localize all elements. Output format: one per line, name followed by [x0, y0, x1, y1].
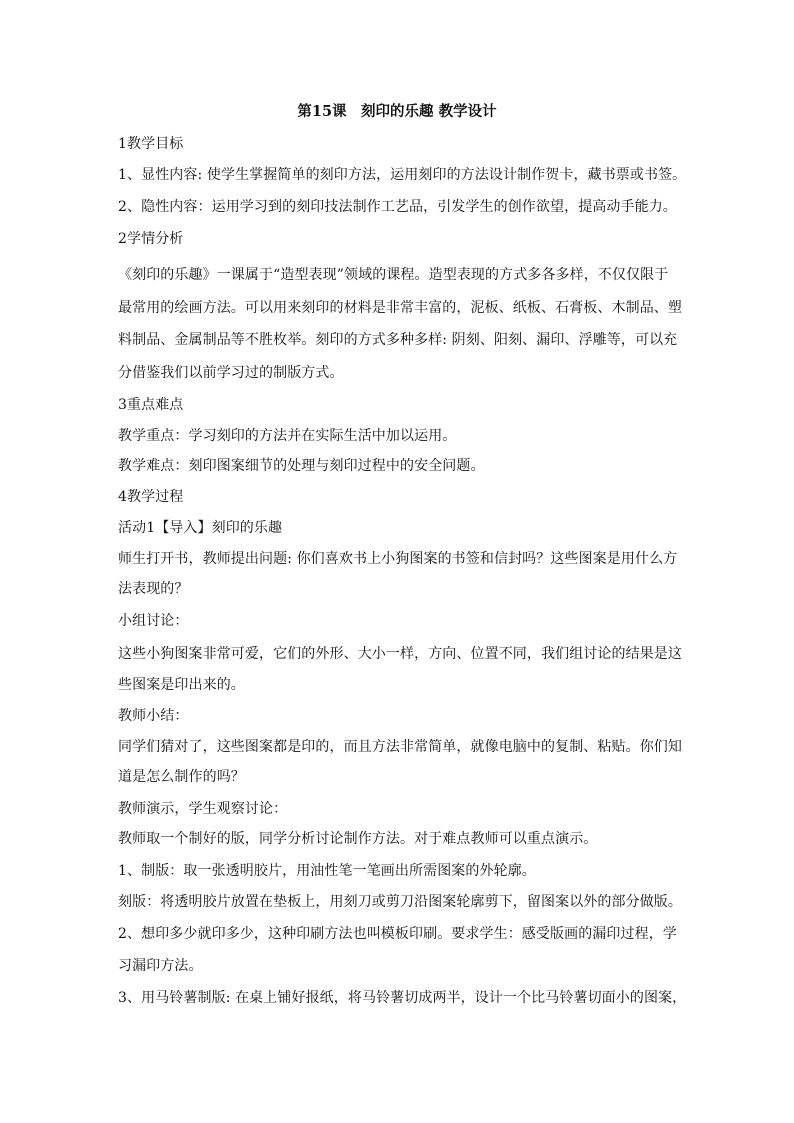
paragraph-line: 最常用的绘画方法。可以用来刻印的材料是非常丰富的，泥板、纸板、石膏板、木制品、塑 [118, 300, 682, 316]
paragraph-line: 些图案是印出来的。 [118, 677, 245, 693]
paragraph-line: 1、制版：取一张透明胶片，用油性笔一笔画出所需图案的外轮廓。 [118, 863, 536, 879]
section-heading-analysis: 2学情分析 [118, 231, 184, 247]
activity-heading: 活动1【导入】刻印的乐趣 [118, 520, 283, 536]
paragraph-line: 这些小狗图案非常可爱，它们的外形、大小一样，方向、位置不同，我们组讨论的结果是这 [118, 646, 682, 662]
paragraph-line: 分借鉴我们以前学习过的制版方式。 [118, 365, 344, 381]
paragraph-line: 习漏印方法。 [118, 958, 203, 974]
paragraph-line: 2、隐性内容：运用学习到的刻印技法制作工艺品，引发学生的创作欲望，提高动手能力。 [118, 199, 677, 215]
paragraph-line: 料制品、金属制品等不胜枚举。刻印的方式多种多样: 阴刻、阳刻、漏印、浮雕等，可以充 [118, 332, 678, 348]
paragraph-line: 教学重点：学习刻印的方法并在实际生活中加以运用。 [118, 428, 457, 444]
paragraph-line: 道是怎么制作的吗？ [118, 769, 245, 785]
paragraph-line: 教学难点：刻印图案细节的处理与刻印过程中的安全问题。 [118, 458, 485, 474]
paragraph-line: 小组讨论： [118, 613, 189, 629]
paragraph-line: 法表现的？ [118, 581, 189, 597]
paragraph-line: 同学们猜对了，这些图案都是印的，而且方法非常简单，就像电脑中的复制、粘贴。你们知 [118, 739, 682, 755]
paragraph-line: 1、显性内容: 使学生掌握简单的刻印方法，运用刻印的方法设计制作贺卡，藏书票或书签。 [118, 167, 687, 183]
paragraph-line: 2、想印多少就印多少，这种印刷方法也叫模板印刷。要求学生：感受版画的漏印过程，学 [118, 926, 677, 942]
document-title: 第15课 刻印的乐趣 教学设计 [297, 103, 497, 120]
paragraph-line: 教师小结： [118, 708, 189, 724]
paragraph-line: 师生打开书，教师提出问题: 你们喜欢书上小狗图案的书签和信封吗？这些图案是用什么方 [118, 551, 678, 567]
paragraph-line: 刻版：将透明胶片放置在垫板上，用刻刀或剪刀沿图案轮廓剪下，留图案以外的部分做版。 [118, 894, 682, 910]
paragraph-line: 3、用马铃薯制版: 在桌上铺好报纸，将马铃薯切成两半，设计一个比马铃薯切面小的图案， [118, 990, 687, 1006]
paragraph-line: 教师演示，学生观察讨论： [118, 801, 288, 817]
paragraph-line: 教师取一个制好的版，同学分析讨论制作方法。对于难点教师可以重点演示。 [118, 831, 598, 847]
section-heading-process: 4教学过程 [118, 489, 184, 505]
paragraph-line: 《刻印的乐趣》一课属于“造型表现”领域的课程。造型表现的方式多各多样，不仅仅限于 [118, 267, 669, 283]
section-heading-goals: 1教学目标 [118, 136, 184, 152]
section-heading-keypoints: 3重点难点 [118, 397, 184, 413]
